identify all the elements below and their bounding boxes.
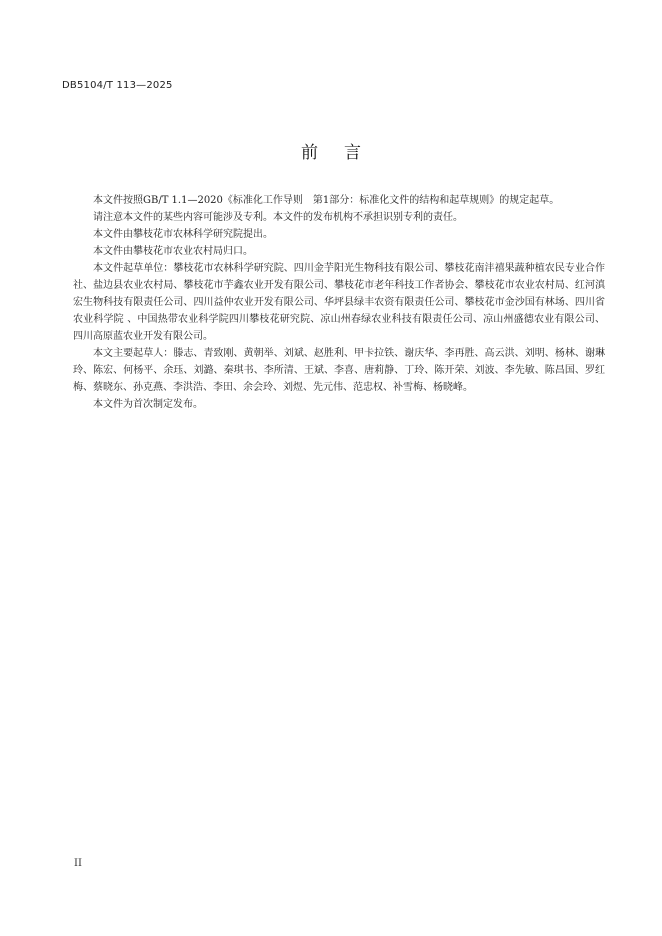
page-number: II — [74, 858, 82, 869]
foreword-body — [73, 192, 605, 413]
page-title: 前言 — [301, 143, 387, 163]
document-code: DB5104/T 113—2025 — [62, 80, 173, 91]
paragraph-proposer: 本文件由攀枝花市农林科学研究院提出。 — [93, 229, 273, 240]
paragraph-drafters: 本文主要起草人：滕志、青致刚、黄朝举、刘斌、赵胜利、甲卡拉铁、谢庆华、李再胜、高云洪、刘明、杨林、谢琳玲、陈宏、何杨平、余珏、刘潞、秦琪书、李所清、王斌、李喜、唐莉静、丁玲、陈开荣、刘波、李先敏、陈昌国、罗红梅、蔡晓东、孙克燕、李洪浩、李田、余会玲、刘煜、先元伟、范忠权、补雪梅、杨晓峰。 — [73, 348, 605, 393]
paragraph-drafting-organizations: 本文件起草单位：攀枝花市农林科学研究院、四川金芋阳光生物科技有限公司、攀枝花南沣禧果蔬种植农民专业合作社、盐边县农业农村局、攀枝花市芋鑫农业开发有限公司、攀枝花市老年科技工作者协会、攀枝花市农业农村局、红河滇宏生物科技有限责任公司、四川益仲农业开发有限公司、华坪县绿丰农资有限责任公司、攀枝花市金沙国有林场、四川省农业科学院 、中国热带农业科学院四川攀枝花研究院、凉山州春绿农业科技有限责任公司、凉山州盛德农业有限公司、四川高原蓝农业开发有限公司。 — [73, 263, 605, 342]
paragraph-drafting-basis: 本文件按照GB/T 1.1—2020《标准化工作导则 第1部分：标准化文件的结构和起草规则》的规定起草。 — [93, 195, 560, 206]
paragraph-first-release: 本文件为首次制定发布。 — [93, 399, 203, 410]
paragraph-centralized-unit: 本文件由攀枝花市农业农村局归口。 — [93, 246, 253, 257]
paragraph-patent-notice: 请注意本文件的某些内容可能涉及专利。本文件的发布机构不承担识别专利的责任。 — [93, 212, 463, 223]
